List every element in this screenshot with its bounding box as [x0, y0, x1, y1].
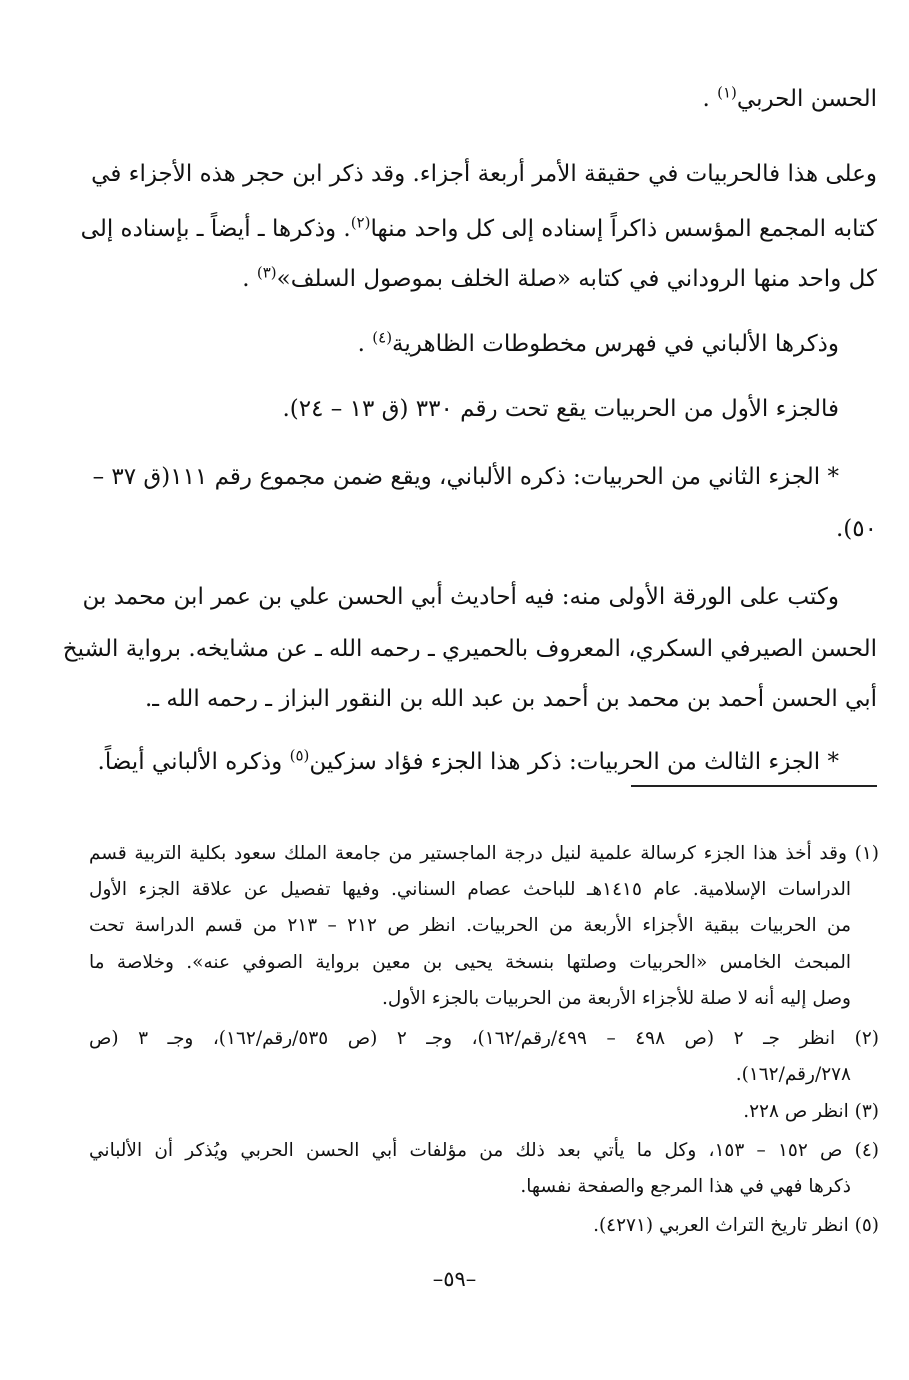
footnote-1-line-1: (١) وقد أخذ هذا الجزء كرسالة علمية لنيل درجة الماجستير من جامعة الملك سعود بكلية التربية قسم: [89, 843, 879, 864]
body-line-2: وعلى هذا فالحربيات في حقيقة الأمر أربعة أجزاء. وقد ذكر ابن حجر هذه الأجزاء في: [91, 161, 877, 187]
body-line-5: [59, 327, 839, 361]
body-line-3: [80, 212, 877, 246]
footnote-1-line-3: من الحربيات ببقية الأجزاء الأربعة من الحربيات. انظر ص ٢١٢ – ٢١٣ من قسم الدراسة تحت: [89, 915, 851, 936]
text: كتابه المجمع المؤسس ذاكراً إسناده إلى كل واحد منها: [370, 216, 877, 242]
footnote-5: (٥) انظر تاريخ التراث العربي (٤٢٧١).: [593, 1215, 879, 1236]
footnote-ref-5[interactable]: (٥): [289, 746, 310, 765]
footnote-2-line-2: ٢٧٨/رقم/١٦٢).: [735, 1064, 851, 1085]
text: كل واحد منها الروداني في كتابه «صلة الخلف بموصول السلف»: [276, 266, 877, 292]
footnote-4-line-2: ذكرها فهي في هذا المرجع والصفحة نفسها.: [520, 1176, 851, 1197]
footnote-2-line-1: (٢) انظر جـ ٢ (ص ٤٩٨ – ٤٩٩/رقم/١٦٢)، وجـ ٢ (ص ٥٣٥/رقم/١٦٢)، وجـ ٣ (ص: [89, 1028, 879, 1049]
text: . وذكرها ـ أيضاً ـ بإسناده إلى: [80, 216, 351, 242]
body-line-12: [59, 745, 839, 779]
text: .: [242, 266, 250, 292]
text: وذكرها الألباني في فهرس مخطوطات الظاهرية: [392, 331, 839, 357]
text: * الجزء الثالث من الحربيات: ذكر هذا الجزء فؤاد سزكين: [309, 749, 839, 775]
text: وذكره الألباني أيضاً.: [97, 749, 290, 775]
footnote-4-line-1: (٤) ص ١٥٢ – ١٥٣، وكل ما يأتي بعد ذلك من مؤلفات أبي الحسن الحربي ويُذكر أن الألباني: [89, 1140, 879, 1161]
footnote-1-line-2: الدراسات الإسلامية. عام ١٤١٥هـ للباحث عصام السناني. وفيها تفصيل عن علاقة الجزء الأول: [89, 879, 851, 900]
body-line-8: ٥٠).: [835, 516, 877, 542]
footnote-ref-4[interactable]: (٤): [372, 328, 393, 347]
body-line-6: فالجزء الأول من الحربيات يقع تحت رقم ٣٣٠ (ق ١٣ – ٢٤).: [282, 396, 839, 422]
page-number: –٥٩–: [432, 1267, 477, 1291]
footnote-ref-1[interactable]: (١): [717, 83, 737, 102]
footnote-1-line-5: وصل إليه أنه لا صلة للأجزاء الأربعة من الحربيات بالجزء الأول.: [382, 988, 851, 1009]
body-line-4: [97, 262, 877, 296]
body-line-9: وكتب على الورقة الأولى منه: فيه أحاديث أبي الحسن علي بن عمر ابن محمد بن: [82, 584, 839, 610]
body-line-1: [97, 82, 877, 116]
text: .: [702, 86, 710, 112]
text: الحسن الحربي: [736, 86, 877, 112]
body-line-11: أبي الحسن أحمد بن محمد بن أحمد بن عبد الله بن النقور البزاز ـ رحمه الله ـ.: [145, 686, 877, 712]
footnote-ref-2[interactable]: (٢): [350, 213, 371, 232]
body-line-10: الحسن الصيرفي السكري، المعروف بالحميري ـ رحمه الله ـ عن مشايخه. برواية الشيخ: [62, 636, 877, 662]
body-line-7: * الجزء الثاني من الحربيات: ذكره الألباني، ويقع ضمن مجموع رقم ١١١(ق ٣٧ –: [92, 464, 839, 490]
text: .: [357, 331, 365, 357]
footnote-separator: [631, 785, 877, 787]
footnote-3: (٣) انظر ص ٢٢٨.: [743, 1101, 879, 1122]
footnote-1-line-4: المبحث الخامس «الحربيات وصلتها بنسخة يحيى بن معين برواية الصوفي عنه». وخلاصة ما: [89, 952, 851, 973]
footnote-ref-3[interactable]: (٣): [256, 263, 277, 282]
